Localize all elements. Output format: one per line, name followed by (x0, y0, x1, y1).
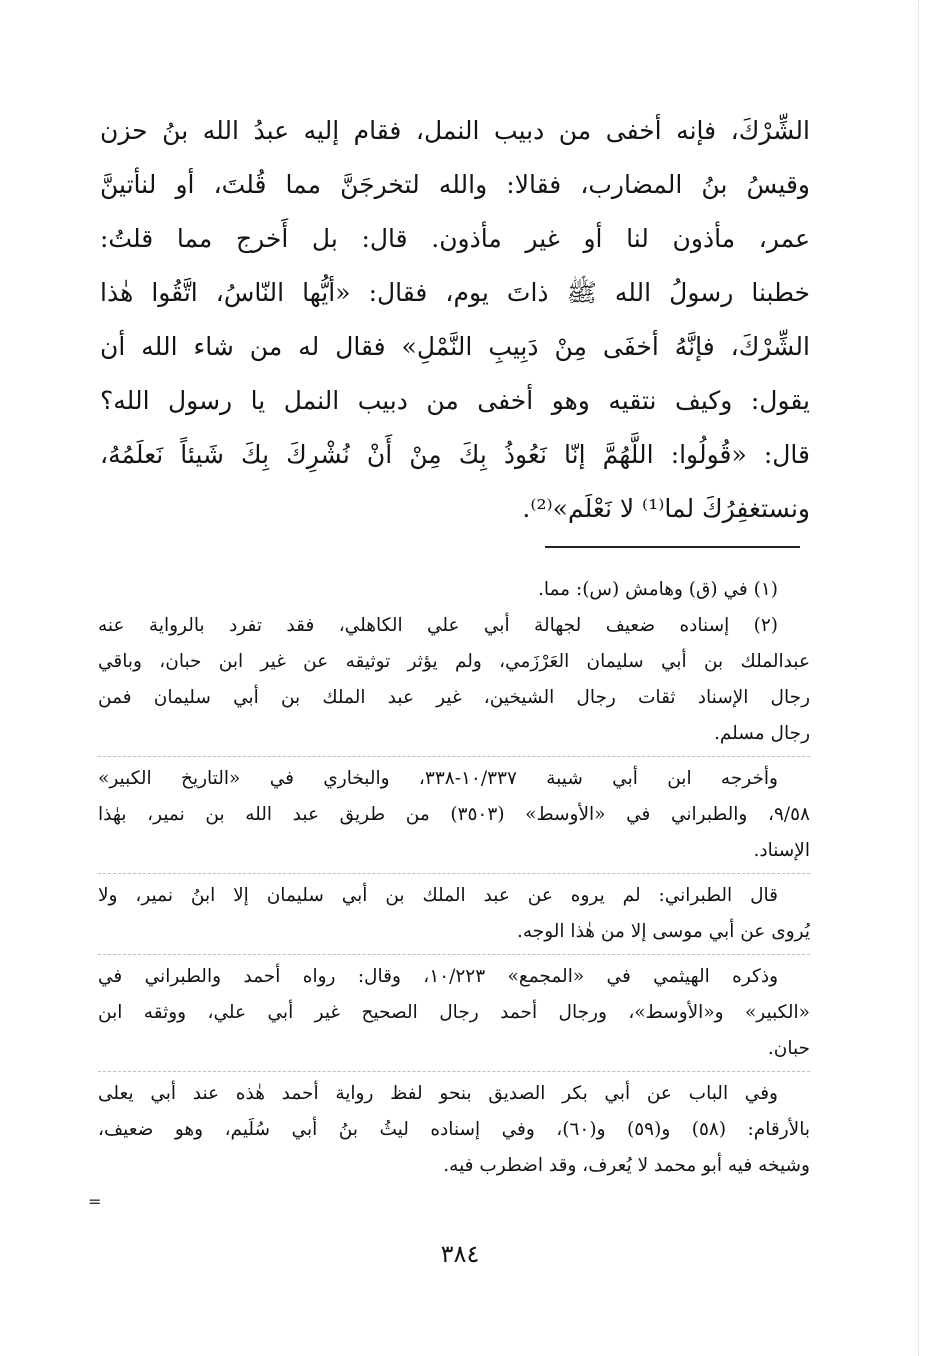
main-text-line: يقول: وكيف نتقيه وهو أخفى من دبيب النمل يا رسول الله؟ (100, 386, 810, 415)
footnote-2-line: رجال مسلم. (713, 723, 810, 744)
main-text-line: ونستغفِرُكَ لما⁽¹⁾ لا نَعْلَم»⁽²⁾. (522, 494, 810, 523)
paragraph-divider (98, 756, 810, 757)
footnote-paragraph-line: وذكره الهيثمي في «المجمع» ١٠/٢٢٣، وقال: رواه أحمد والطبراني في (98, 966, 779, 987)
paragraph-divider (98, 954, 810, 955)
footnote-paragraph-line: وفي الباب عن أبي بكر الصديق بنحو لفظ رواية أحمد هٰذه عند أبي يعلى (98, 1083, 778, 1104)
footnote-paragraph-line: وأخرجه ابن أبي شيبة ١٠/٣٣٧-٣٣٨، والبخاري في «التاريخ الكبير» (98, 768, 778, 789)
footnote-paragraph-line: الإسناد. (753, 840, 810, 861)
footnote-paragraph-line: يُروى عن أبي موسى إلا من هٰذا الوجه. (516, 921, 810, 942)
main-text-line: قال: «قُولُوا: اللَّهُمَّ إنّا نَعُوذُ بِكَ مِنْ أَنْ نُشْرِكَ بِكَ شَيئاً نَعلَمُهُ، (100, 440, 810, 469)
paragraph-divider (98, 873, 810, 874)
page-number: ٣٨٤ (440, 1240, 480, 1268)
main-text-line: وقيسُ بنُ المضارب، فقالا: والله لتخرجَنَّ مما قُلتَ، أو لنأتينَّ (100, 170, 810, 199)
footnote-paragraph-line: ٩/٥٨، والطبراني في «الأوسط» (٣٥٠٣) من طريق عبد الله بن نمير، بهٰذا (98, 804, 810, 825)
footnote-2-line: رجال الإسناد ثقات رجال الشيخين، غير عبد الملك بن أبي سليمان فمن (98, 687, 810, 708)
footnote-paragraph-line: «الكبير» و«الأوسط»، ورجال أحمد رجال الصحيح غير أبي علي، ووثقه ابن (98, 1002, 810, 1023)
footnote-paragraph-line: قال الطبراني: لم يروه عن عبد الملك بن أبي سليمان إلا ابنُ نمير، ولا (98, 885, 778, 906)
footnote-2-line: عبدالملك بن أبي سليمان العَرْزَمي، ولم يؤثر توثيقه عن غير ابن حبان، وباقي (98, 651, 810, 672)
page-edge-marks (918, 0, 921, 1356)
main-text-line: عمر، مأذون لنا أو غير مأذون. قال: بل أَخرج مما قلتُ: (100, 224, 810, 253)
footnotes-block (98, 572, 810, 1184)
paragraph-divider (98, 1071, 810, 1072)
main-text-line: خطبنا رسولُ الله ﷺ ذاتَ يوم، فقال: «أيُّها النّاسُ، اتَّقُوا هٰذا (100, 278, 810, 307)
footnote-paragraph-line: وشيخه فيه أبو محمد لا يُعرف، وقد اضطرب فيه. (443, 1155, 810, 1176)
main-text-line: الشِّرْكَ، فإنَّهُ أخفَى مِنْ دَبِيبِ النَّمْلِ» فقال له من شاء الله أن (100, 332, 810, 361)
main-text-block (100, 104, 810, 536)
footnote-paragraph-line: حبان. (767, 1038, 810, 1059)
main-text-line: الشِّرْكَ، فإنه أخفى من دبيب النمل، فقام إليه عبدُ الله بنُ حزن (100, 116, 810, 145)
footnote-1: (١) في (ق) وهامش (س): مما. (537, 579, 778, 600)
margin-mark: = (88, 1192, 102, 1211)
footnote-separator-rule (545, 546, 800, 548)
footnote-2-line: (٢) إسناده ضعيف لجهالة أبي علي الكاهلي، فقد تفرد بالرواية عنه (98, 615, 778, 636)
footnote-paragraph-line: بالأرقام: (٥٨) و(٥٩) و(٦٠)، وفي إسناده ليثُ بنُ أبي سُلَيم، وهو ضعيف، (98, 1119, 810, 1140)
